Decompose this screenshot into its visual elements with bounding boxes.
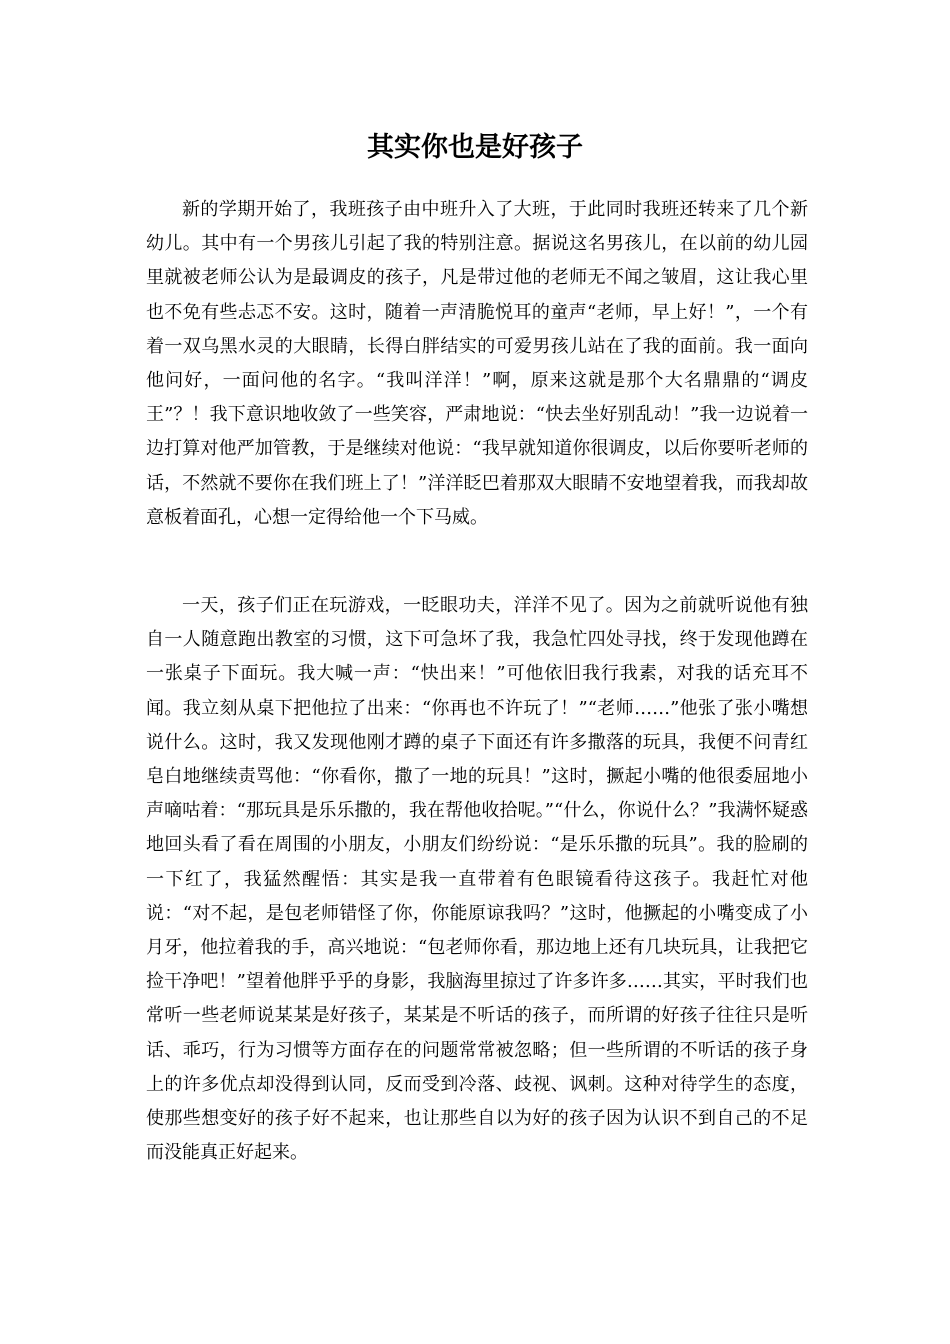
- document-title: 其实你也是好孩子: [367, 132, 583, 163]
- paragraph-1: 新的学期开始了，我班孩子由中班升入了大班，于此同时我班还转来了几个新幼儿。其中有一个男孩儿引起了我的特别注意。据说这名男孩儿，在以前的幼儿园里就被老师公认为是最调皮的孩子，凡是带过他的老师无不闻之皱眉，这让我心里也不免有些忐忑不安。这时，随着一声清脆悦耳的童声“老师，早上好！”，一个有着一双乌黑水灵的大眼睛，长得白胖结实的可爱男孩儿站在了我的面前。我一面向他问好，一面问他的名字。“我叫洋洋！”啊，原来这就是那个大名鼎鼎的“调皮王”？！我下意识地收敛了一些笑容，严肃地说：“快去坐好别乱动！”我一边说着一边打算对他严加管教，于是继续对他说：“我早就知道你很调皮，以后你要听老师的话，不然就不要你在我们班上了！”洋洋眨巴着那双大眼睛不安地望着我，而我却故意板着面孔，心想一定得给他一个下马威。: [146, 199, 808, 528]
- paragraph-2: 一天，孩子们正在玩游戏，一眨眼功夫，洋洋不见了。因为之前就听说他有独自一人随意跑出教室的习惯，这下可急坏了我，我急忙四处寻找，终于发现他蹲在一张桌子下面玩。我大喊一声：“快出来！”可他依旧我行我素，对我的话充耳不闻。我立刻从桌下把他拉了出来：“你再也不许玩了！”“老师……”他张了张小嘴想说什么。这时，我又发现他刚才蹲的桌子下面还有许多撒落的玩具，我便不问青红皂白地继续责骂他：“你看你，撒了一地的玩具！”这时，撅起小嘴的他很委屈地小声嘀咕着：“那玩具是乐乐撒的，我在帮他收拾呢。”“什么，你说什么？”我满怀疑惑地回头看了看在周围的小朋友，小朋友们纷纷说：“是乐乐撒的玩具”。我的脸刷的一下红了，我猛然醒悟：其实是我一直带着有色眼镜看待这孩子。我赶忙对他说：“对不起，是包老师错怪了你，你能原谅我吗？”这时，他撅起的小嘴变成了小月牙，他拉着我的手，高兴地说：“包老师你看，那边地上还有几块玩具，让我把它捡干净吧！”望着他胖乎乎的身影，我脑海里掠过了许多许多……其实，平时我们也常听一些老师说某某是好孩子，某某是不听话的孩子，而所谓的好孩子往往只是听话、乖巧，行为习惯等方面存在的问题常常被忽略；但一些所谓的不听话的孩子身上的许多优点却没得到认同，反而受到冷落、歧视、讽刺。这种对待学生的态度，使那些想变好的孩子好不起来，也让那些自以为好的孩子因为认识不到自己的不足而没能真正好起来。: [146, 595, 808, 1164]
